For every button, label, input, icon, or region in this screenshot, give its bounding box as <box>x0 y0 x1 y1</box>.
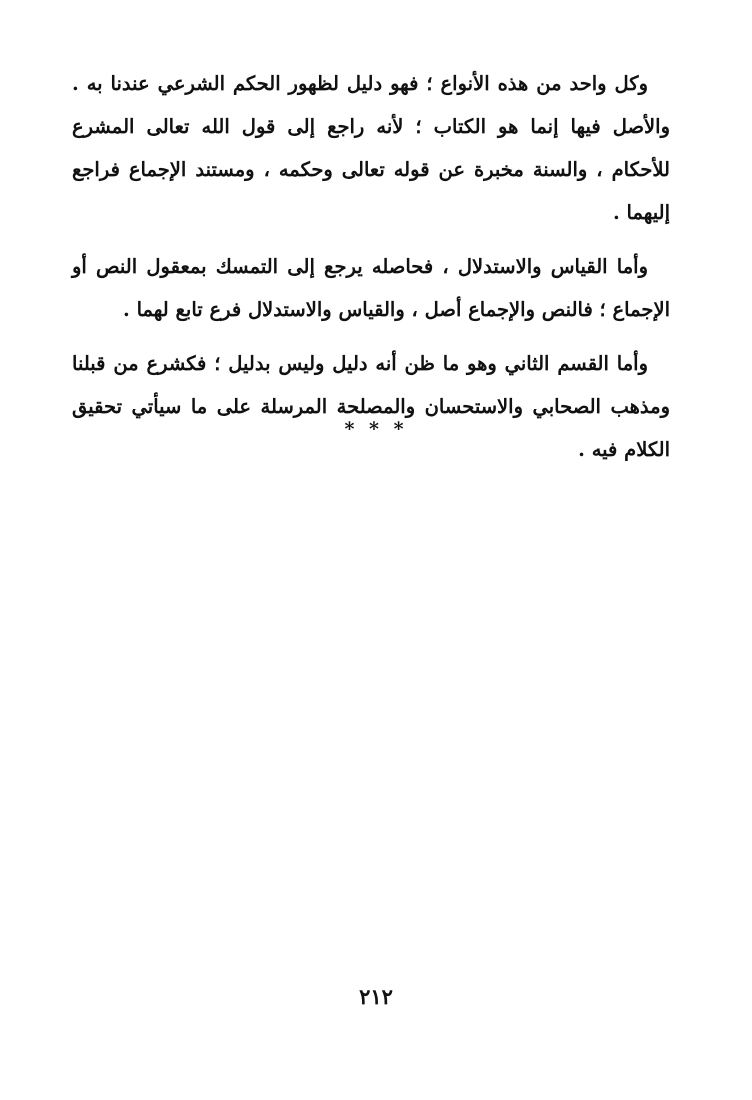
page-number: ٢١٢ <box>359 984 393 1009</box>
paragraph-3: وأما القسم الثاني وهو ما ظن أنه دليل وليس بدليل ؛ فكشرع من قبلنا ومذهب الصحابي والاستحسان والمصلحة المرسلة على ما سيأتي تحقيق الكلام فيه . <box>72 352 670 461</box>
paragraph-2: وأما القياس والاستدلال ، فحاصله يرجع إلى التمسك بمعقول النص أو الإجماع ؛ فالنص والإجماع أصل ، والقياس والاستدلال فرع تابع لهما . <box>72 255 670 321</box>
paragraph-1: وكل واحد من هذه الأنواع ؛ فهو دليل لظهور الحكم الشرعي عندنا به . والأصل فيها إنما هو الكتاب ؛ لأنه راجع إلى قول الله تعالى المشرع للأحكام ، والسنة مخبرة عن قوله تعالى وحكمه ، ومستند الإجماع فراجع إليهما . <box>72 72 670 224</box>
section-separator: * * * <box>344 418 408 440</box>
